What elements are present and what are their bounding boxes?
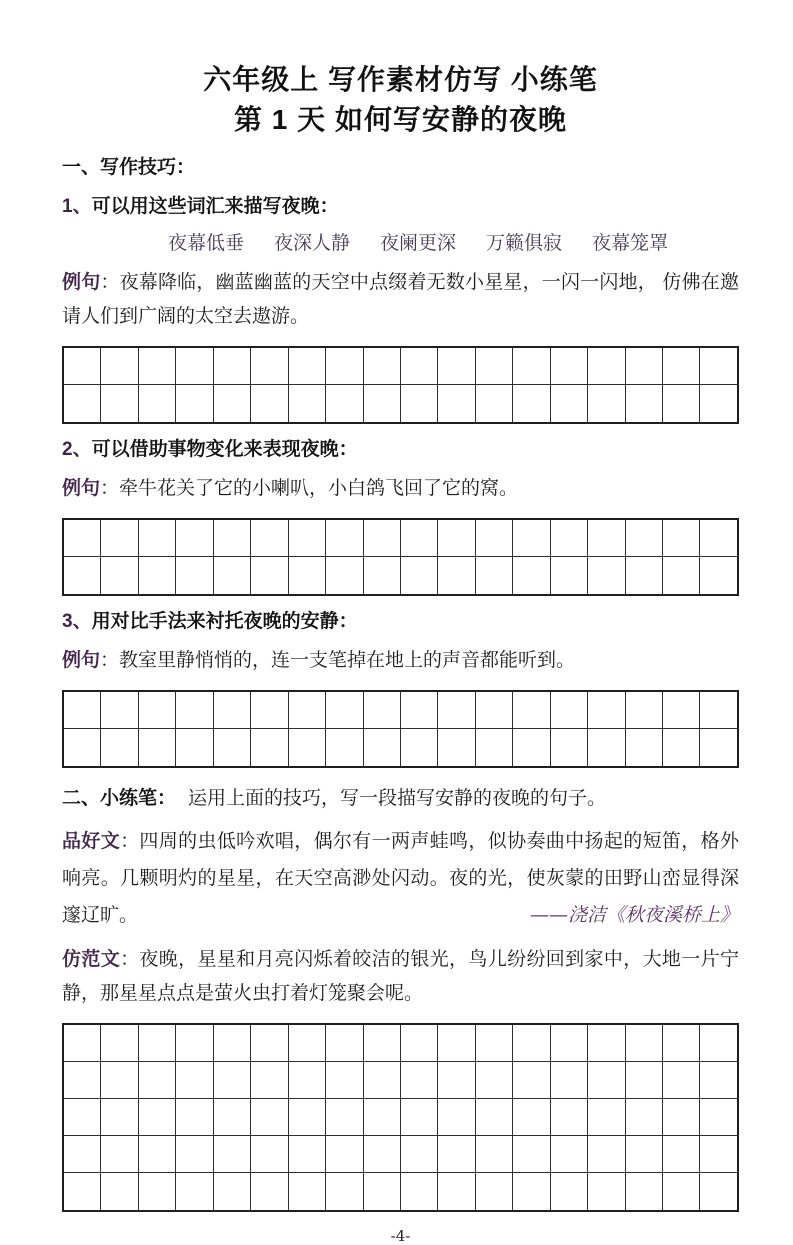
writing-cell [214, 1099, 251, 1135]
writing-cell [214, 1173, 251, 1210]
writing-cell [176, 692, 213, 728]
example-label: 例句 [62, 478, 101, 499]
writing-cell [476, 729, 513, 766]
writing-cell [251, 1025, 288, 1061]
writing-cell [401, 348, 438, 384]
writing-cell [64, 348, 101, 384]
section-skills-heading: 一、写作技巧： [62, 157, 196, 178]
writing-cell [438, 348, 475, 384]
writing-cell [139, 1136, 176, 1172]
tip-1-number: 1、 [62, 196, 92, 217]
writing-cell [551, 1099, 588, 1135]
writing-cell [626, 692, 663, 728]
writing-cell [289, 385, 326, 422]
writing-cell [700, 1173, 736, 1210]
writing-cell [438, 1025, 475, 1061]
good-text-body: ：四周的虫低吟欢唱，偶尔有一两声蛙鸣，似协奏曲中扬起的短笛，格外响亮。几颗明灼的星星，在天空高渺处闪动。夜的光，使灰蒙的田野山峦显得深邃辽旷。 [62, 831, 739, 926]
writing-cell [176, 557, 213, 594]
writing-cell [700, 348, 736, 384]
writing-cell [364, 385, 401, 422]
writing-cell [401, 692, 438, 728]
writing-cell [289, 557, 326, 594]
writing-cell [251, 1136, 288, 1172]
writing-cell [401, 1025, 438, 1061]
writing-grid-row [64, 557, 737, 594]
writing-cell [251, 692, 288, 728]
writing-grid-row [64, 729, 737, 766]
writing-cell [626, 1173, 663, 1210]
example-sentence-1 [62, 266, 739, 334]
writing-cell [214, 729, 251, 766]
tip-1-heading [62, 194, 739, 220]
writing-grid-row [64, 1062, 737, 1099]
writing-cell [401, 1062, 438, 1098]
example-text: ：教室里静悄悄的，连一支笔掉在地上的声音都能听到。 [100, 650, 576, 671]
writing-cell [513, 1099, 550, 1135]
writing-cell [289, 1136, 326, 1172]
writing-cell [64, 520, 101, 556]
practice-heading-label: 二、小练笔： [62, 788, 177, 809]
writing-cell [289, 1025, 326, 1061]
writing-cell [364, 729, 401, 766]
writing-cell [289, 1062, 326, 1098]
writing-cell [663, 1136, 700, 1172]
writing-cell [64, 1099, 101, 1135]
writing-cell [663, 1173, 700, 1210]
writing-cell [139, 520, 176, 556]
writing-cell [513, 520, 550, 556]
writing-cell [588, 692, 625, 728]
writing-cell [700, 1099, 736, 1135]
writing-grid-4 [62, 1023, 739, 1212]
writing-cell [551, 520, 588, 556]
writing-cell [438, 729, 475, 766]
tip-3-number: 3、 [62, 611, 92, 632]
writing-cell [139, 1062, 176, 1098]
writing-cell [364, 1099, 401, 1135]
writing-cell [139, 1099, 176, 1135]
writing-cell [700, 557, 736, 594]
writing-cell [551, 1025, 588, 1061]
tip-2-number: 2、 [62, 439, 92, 460]
writing-cell [551, 1173, 588, 1210]
writing-cell [101, 1173, 138, 1210]
writing-cell [401, 1173, 438, 1210]
writing-cell [513, 729, 550, 766]
writing-cell [364, 1136, 401, 1172]
writing-cell [513, 348, 550, 384]
writing-cell [176, 1025, 213, 1061]
tip-2-text: 可以借助事物变化来表现夜晚： [91, 439, 358, 460]
writing-cell [101, 348, 138, 384]
writing-cell [476, 692, 513, 728]
writing-cell [64, 729, 101, 766]
writing-cell [176, 1173, 213, 1210]
writing-grid-row [64, 1173, 737, 1210]
writing-grid-row [64, 692, 737, 729]
writing-cell [438, 1062, 475, 1098]
writing-cell [64, 692, 101, 728]
example-label: 例句 [62, 272, 101, 293]
writing-cell [326, 1173, 363, 1210]
writing-cell [588, 557, 625, 594]
writing-cell [139, 557, 176, 594]
writing-cell [101, 520, 138, 556]
writing-cell [513, 557, 550, 594]
writing-cell [588, 1099, 625, 1135]
writing-cell [438, 692, 475, 728]
writing-cell [364, 520, 401, 556]
example-text: ：牵牛花关了它的小喇叭，小白鸽飞回了它的窝。 [100, 478, 519, 499]
writing-cell [101, 1025, 138, 1061]
writing-cell [401, 729, 438, 766]
writing-grid-2 [62, 518, 739, 596]
writing-cell [626, 520, 663, 556]
writing-cell [214, 1062, 251, 1098]
writing-cell [551, 692, 588, 728]
vocab-word: 万籁俱寂 [486, 233, 563, 254]
writing-cell [214, 1025, 251, 1061]
writing-cell [326, 1062, 363, 1098]
vocab-word: 夜阑更深 [380, 233, 457, 254]
writing-cell [176, 385, 213, 422]
writing-cell [139, 1173, 176, 1210]
writing-cell [251, 348, 288, 384]
writing-cell [139, 1025, 176, 1061]
writing-cell [513, 1025, 550, 1061]
writing-cell [663, 729, 700, 766]
writing-cell [251, 520, 288, 556]
writing-cell [626, 1099, 663, 1135]
writing-cell [588, 729, 625, 766]
writing-cell [700, 692, 736, 728]
writing-grid-1 [62, 346, 739, 424]
writing-cell [663, 1025, 700, 1061]
writing-cell [176, 729, 213, 766]
vocab-word: 夜幕笼罩 [592, 233, 669, 254]
writing-cell [476, 1136, 513, 1172]
writing-cell [588, 1062, 625, 1098]
writing-cell [588, 1173, 625, 1210]
writing-cell [476, 1173, 513, 1210]
writing-grid-row [64, 348, 737, 385]
writing-cell [513, 1062, 550, 1098]
writing-cell [289, 692, 326, 728]
writing-cell [700, 1025, 736, 1061]
writing-cell [588, 1136, 625, 1172]
writing-cell [700, 729, 736, 766]
writing-cell [326, 348, 363, 384]
writing-cell [663, 1099, 700, 1135]
writing-cell [176, 348, 213, 384]
writing-cell [476, 385, 513, 422]
writing-cell [101, 557, 138, 594]
practice-instruction: 运用上面的技巧，写一段描写安静的夜晚的句子。 [188, 788, 607, 809]
writing-cell [139, 729, 176, 766]
writing-cell [551, 557, 588, 594]
writing-cell [476, 557, 513, 594]
writing-cell [251, 1099, 288, 1135]
writing-cell [326, 520, 363, 556]
writing-cell [551, 385, 588, 422]
writing-cell [438, 385, 475, 422]
writing-cell [214, 520, 251, 556]
writing-cell [401, 1136, 438, 1172]
document-title: 六年级上 写作素材仿写 小练笔 [203, 64, 598, 95]
writing-cell [64, 1062, 101, 1098]
tip-3-heading [62, 609, 739, 635]
writing-cell [626, 1025, 663, 1061]
writing-cell [513, 1136, 550, 1172]
model-text-label: 仿范文 [62, 949, 121, 970]
vocab-word: 夜幕低垂 [168, 233, 245, 254]
writing-cell [101, 1136, 138, 1172]
writing-cell [101, 729, 138, 766]
writing-cell [289, 1099, 326, 1135]
writing-cell [626, 729, 663, 766]
writing-cell [64, 1025, 101, 1061]
writing-cell [401, 385, 438, 422]
writing-grid-row [64, 1025, 737, 1062]
writing-cell [214, 385, 251, 422]
writing-cell [476, 1062, 513, 1098]
attribution: ——浇洁《秋夜溪桥上》 [520, 897, 739, 934]
writing-cell [289, 1173, 326, 1210]
tip-2-heading [62, 437, 739, 463]
tip-3-text: 用对比手法来衬托夜晚的安静： [91, 611, 358, 632]
writing-cell [401, 1099, 438, 1135]
writing-cell [700, 385, 736, 422]
section-practice-heading [62, 784, 739, 814]
writing-cell [64, 557, 101, 594]
writing-cell [139, 692, 176, 728]
writing-cell [176, 1062, 213, 1098]
writing-cell [626, 348, 663, 384]
writing-cell [101, 385, 138, 422]
writing-cell [64, 1173, 101, 1210]
vocab-list [62, 231, 739, 257]
writing-cell [588, 1025, 625, 1061]
writing-cell [214, 348, 251, 384]
page-number: -4- [390, 1227, 411, 1245]
writing-cell [139, 385, 176, 422]
writing-cell [663, 692, 700, 728]
writing-cell [326, 557, 363, 594]
example-label: 例句 [62, 650, 101, 671]
writing-cell [438, 1173, 475, 1210]
writing-cell [364, 1025, 401, 1061]
example-sentence-3 [62, 644, 739, 678]
good-text-label: 品好文 [62, 831, 121, 852]
writing-cell [476, 1099, 513, 1135]
writing-cell [663, 1062, 700, 1098]
writing-cell [251, 385, 288, 422]
example-sentence-2 [62, 472, 739, 506]
writing-cell [364, 692, 401, 728]
writing-cell [251, 729, 288, 766]
writing-cell [663, 520, 700, 556]
writing-cell [551, 348, 588, 384]
writing-cell [214, 1136, 251, 1172]
writing-cell [176, 520, 213, 556]
writing-cell [176, 1099, 213, 1135]
writing-cell [401, 520, 438, 556]
writing-cell [700, 520, 736, 556]
writing-cell [588, 348, 625, 384]
writing-cell [289, 520, 326, 556]
writing-cell [251, 1173, 288, 1210]
writing-cell [326, 385, 363, 422]
writing-cell [251, 557, 288, 594]
writing-cell [626, 557, 663, 594]
example-text: ：夜幕降临，幽蓝幽蓝的天空中点缀着无数小星星，一闪一闪地， 仿佛在邀请人们到广阔的太空去遨游。 [62, 272, 739, 327]
writing-cell [663, 385, 700, 422]
writing-cell [101, 1062, 138, 1098]
writing-grid-3 [62, 690, 739, 768]
writing-cell [476, 1025, 513, 1061]
writing-cell [626, 1062, 663, 1098]
writing-cell [251, 1062, 288, 1098]
writing-cell [326, 1025, 363, 1061]
writing-cell [438, 520, 475, 556]
writing-cell [64, 1136, 101, 1172]
writing-cell [289, 729, 326, 766]
writing-cell [326, 1136, 363, 1172]
writing-cell [626, 385, 663, 422]
writing-cell [364, 1062, 401, 1098]
writing-cell [663, 557, 700, 594]
writing-cell [513, 385, 550, 422]
tip-1-text: 可以用这些词汇来描写夜晚： [91, 196, 339, 217]
writing-cell [700, 1062, 736, 1098]
writing-cell [401, 557, 438, 594]
document-subtitle: 第 1 天 如何写安静的夜晚 [234, 104, 567, 135]
writing-cell [176, 1136, 213, 1172]
writing-cell [663, 348, 700, 384]
writing-cell [101, 692, 138, 728]
writing-cell [476, 520, 513, 556]
writing-cell [700, 1136, 736, 1172]
writing-cell [551, 1136, 588, 1172]
writing-cell [326, 729, 363, 766]
writing-cell [551, 1062, 588, 1098]
writing-cell [438, 557, 475, 594]
writing-cell [214, 557, 251, 594]
writing-cell [364, 1173, 401, 1210]
writing-cell [289, 348, 326, 384]
writing-grid-row [64, 520, 737, 557]
writing-grid-row [64, 385, 737, 422]
writing-cell [326, 692, 363, 728]
model-text-body: ：夜晚，星星和月亮闪烁着皎洁的银光，鸟儿纷纷回到家中，大地一片宁静，那星星点点是萤火虫打着灯笼聚会呢。 [62, 949, 739, 1004]
good-text-paragraph [62, 823, 739, 934]
writing-cell [214, 692, 251, 728]
writing-cell [364, 348, 401, 384]
writing-cell [476, 348, 513, 384]
writing-cell [438, 1099, 475, 1135]
writing-cell [438, 1136, 475, 1172]
writing-cell [513, 1173, 550, 1210]
model-text-paragraph [62, 943, 739, 1011]
writing-cell [513, 692, 550, 728]
writing-cell [139, 348, 176, 384]
writing-cell [101, 1099, 138, 1135]
writing-grid-row [64, 1136, 737, 1173]
writing-cell [364, 557, 401, 594]
writing-cell [64, 385, 101, 422]
vocab-word: 夜深人静 [274, 233, 351, 254]
writing-grid-row [64, 1099, 737, 1136]
writing-cell [551, 729, 588, 766]
writing-cell [326, 1099, 363, 1135]
writing-cell [588, 385, 625, 422]
writing-cell [588, 520, 625, 556]
writing-cell [626, 1136, 663, 1172]
